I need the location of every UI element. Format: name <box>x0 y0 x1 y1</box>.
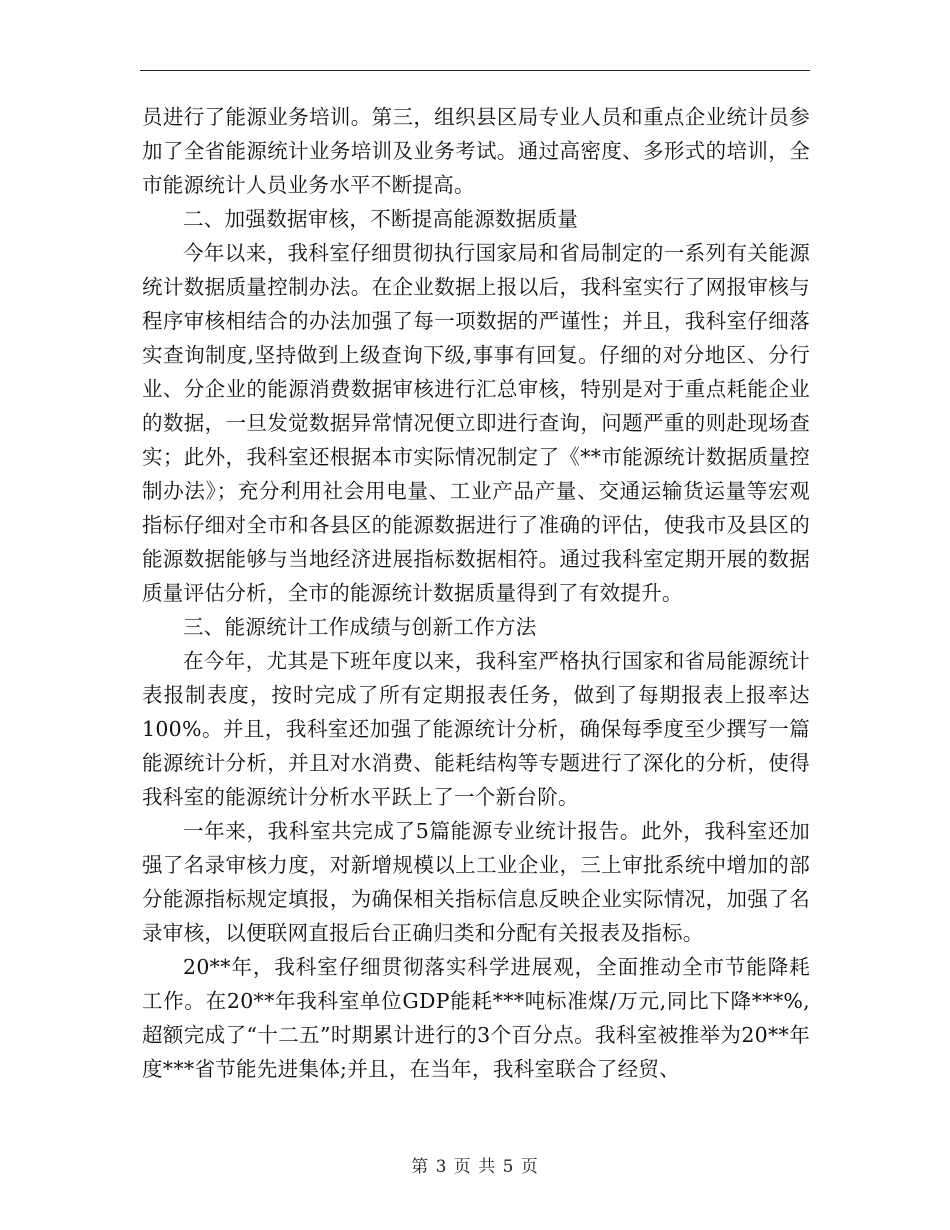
paragraph-energy-saving: 20**年，我科室仔细贯彻落实科学进展观，全面推动全市节能降耗工作。在20**年我科室单位GDP能耗***吨标准煤/万元,同比下降***%,超额完成了“十二五”时期累计进行的3个百分点。我科室被推举为20**年度***省节能先进集体;并且，在当年，我科室联合了经贸、 <box>142 955 810 1081</box>
document-body <box>142 100 810 1086</box>
header-rule <box>140 70 810 71</box>
page-number: 第 3 页 共 5 页 <box>411 1157 539 1177</box>
paragraph-reporting: 在今年，尤其是下班年度以来，我科室严格执行国家和省局能源统计表报制表度，按时完成了所有定期报表任务，做到了每期报表上报率达100%。并且，我科室还加强了能源统计分析，确保每季度至少撰写一篇能源统计分析，并且对水消费、能耗结构等专题进行了深化的分析，使得我科室的能源统计分析水平跃上了一个新台阶。 <box>142 649 810 809</box>
paragraph-data-review: 今年以来，我科室仔细贯彻执行国家局和省局制定的一系列有关能源统计数据质量控制办法。在企业数据上报以后，我科室实行了网报审核与程序审核相结合的办法加强了每一项数据的严谨性；并且，我科室仔细落实查询制度,坚持做到上级查询下级,事事有回复。仔细的对分地区、分行业、分企业的能源消费数据审核进行汇总审核，特别是对于重点耗能企业的数据，一旦发觉数据异常情况便立即进行查询，问题严重的则赴现场查实；此外，我科室还根据本市实际情况制定了《**市能源统计数据质量控制办法》；充分利用社会用电量、工业产品产量、交通运输货运量等宏观指标仔细对全市和各县区的能源数据进行了准确的评估，使我市及县区的能源数据能够与当地经济进展指标数据相符。通过我科室定期开展的数据质量评估分析，全市的能源统计数据质量得到了有效提升。 <box>142 241 810 605</box>
section-heading-data-review: 二、加强数据审核，不断提高能源数据质量 <box>183 207 579 231</box>
paragraph-continued-training: 员进行了能源业务培训。第三，组织县区局专业人员和重点企业统计员参加了全省能源统计业务培训及业务考试。通过高密度、多形式的培训，全市能源统计人员业务水平不断提高。 <box>142 105 810 197</box>
section-heading-achievements: 三、能源统计工作成绩与创新工作方法 <box>183 615 537 639</box>
paragraph-reports-completed: 一年来，我科室共完成了5篇能源专业统计报告。此外，我科室还加强了名录审核力度，对新增规模以上工业企业，三上审批系统中增加的部分能源指标规定填报，为确保相关指标信息反映企业实际情况，加强了名录审核，以便联网直报后台正确归类和分配有关报表及指标。 <box>142 819 810 945</box>
